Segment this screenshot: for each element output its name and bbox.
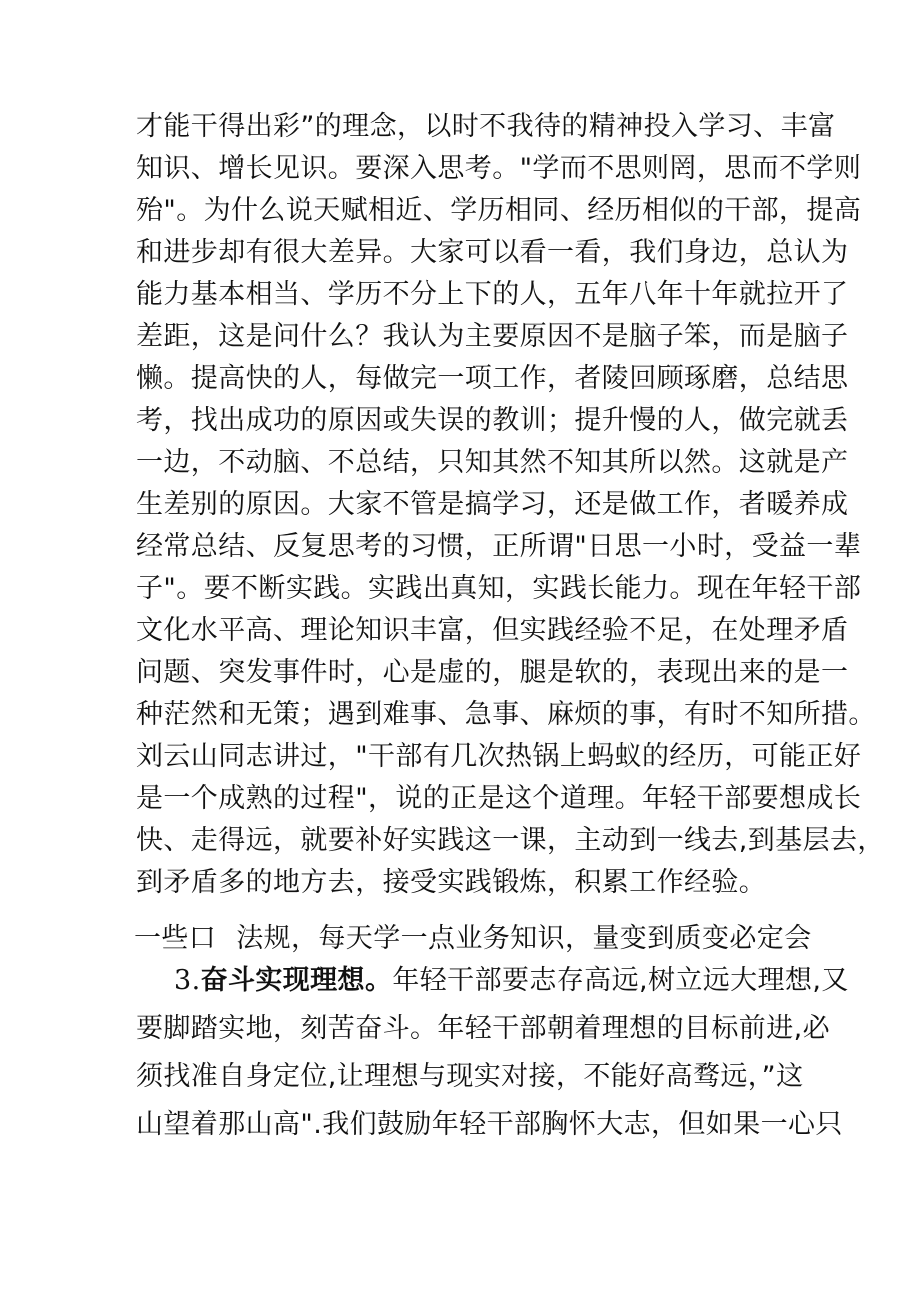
text-line: 种茫然和无策；遇到难事、急事、麻烦的事，有时不知所措。 xyxy=(136,699,876,730)
text-line: 和进步却有很大差异。大家可以看一看，我们身边，总认为 xyxy=(136,237,849,268)
text-line: 能力基本相当、学历不分上下的人，五年八年十年就拉开了 xyxy=(136,279,849,310)
text-line: 到矛盾多的地方去，接受实践锻炼，积累工作经验。 xyxy=(136,867,767,898)
text-line: 要脚踏实地，刻苦奋斗。年轻干部朝着理想的目标前进,必 xyxy=(136,1013,830,1044)
section-text: 年轻干部要志存高远,树立远大理想,又 xyxy=(392,965,849,996)
text-line: 懒。提高快的人，每做完一项工作，者陵回顾琢磨，总结思 xyxy=(136,363,849,394)
text-line: 差距，这是问什么？我认为主要原因不是脑子笨，而是脑子 xyxy=(136,321,849,352)
text-line: 是一个成熟的过程"，说的正是这个道理。年轻干部要想成长 xyxy=(136,783,862,814)
text-line: 问题、突发事件时，心是虚的，腿是软的，表现出来的是一 xyxy=(136,657,849,688)
text-line: 山望着那山高".我们鼓励年轻干部胸怀大志，但如果一心只 xyxy=(136,1109,843,1140)
text-line: 刘云山同志讲过，"干部有几次热锅上蚂蚁的经历，可能正好 xyxy=(136,741,862,772)
text-line: 子"。要不断实践。实践出真知，实践长能力。现在年轻干部 xyxy=(136,573,862,604)
text-line: 考，找出成功的原因或失误的教训；提升慢的人，做完就丢 xyxy=(136,405,849,436)
fragment-line xyxy=(134,919,812,959)
fragment-right: 法规，每天学一点业务知识，量变到质变必定会 xyxy=(236,923,812,954)
text-line: 经常总结、反复思考的习惯，正所谓"日思一小时，受益一辈 xyxy=(136,531,862,562)
section-heading-line xyxy=(174,961,849,1001)
text-line: 生差别的原因。大家不管是搞学习，还是做工作，者暖养成 xyxy=(136,489,849,520)
text-line: 快、走得远，就要补好实践这一课，主动到一线去,到基层去， xyxy=(136,825,885,856)
section-number: 3. xyxy=(174,965,201,996)
text-line: 殆"。为什么说天赋相近、学历相同、经历相似的干部，提高 xyxy=(136,195,862,226)
text-line: 知识、增长见识。要深入思考。"学而不思则罔，思而不学则 xyxy=(136,153,862,184)
text-line: 一边，不动脑、不总结，只知其然不知其所以然。这就是产 xyxy=(136,447,849,478)
text-line: 文化水平高、理论知识丰富，但实践经验不足，在处理矛盾 xyxy=(136,615,849,646)
text-line: 须找准自身定位,让理想与现实对接，不能好高骛远，”这 xyxy=(136,1061,804,1092)
fragment-left: 一些口 xyxy=(134,923,217,954)
section-heading: 奋斗实现理想。 xyxy=(200,965,393,996)
text-line: 才能干得出彩”的理念，以时不我待的精神投入学习、丰富 xyxy=(136,111,836,142)
